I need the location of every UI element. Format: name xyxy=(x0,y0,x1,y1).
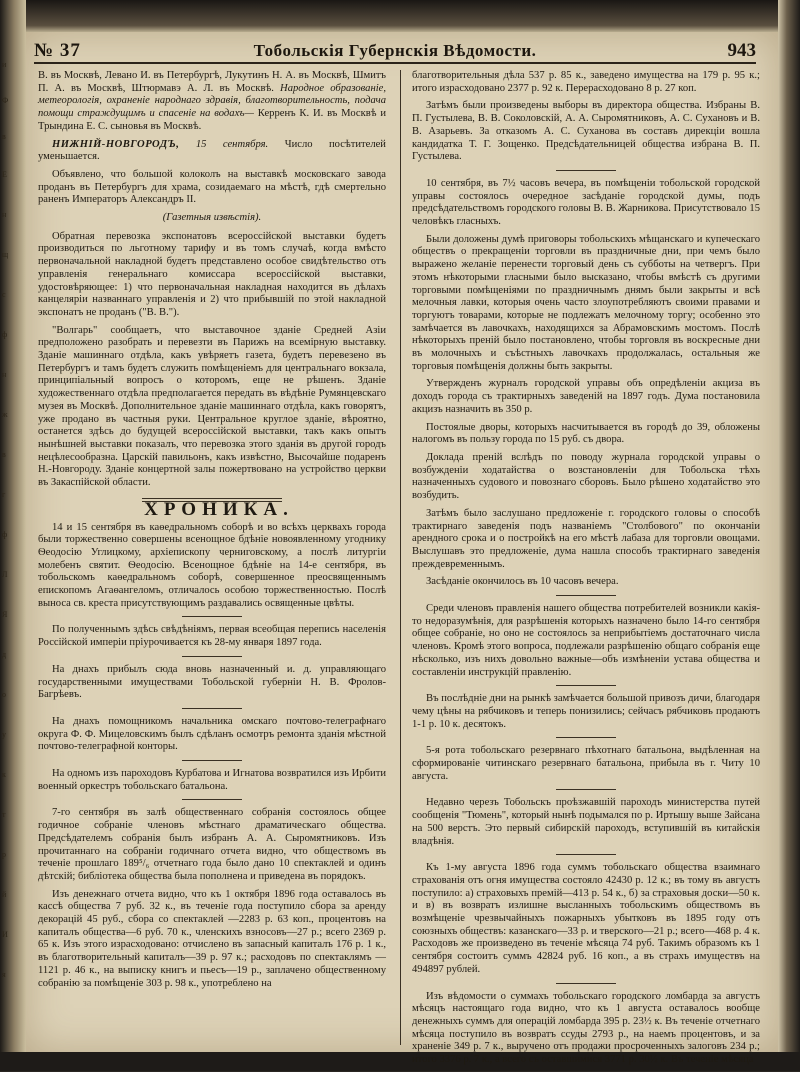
news-dateline xyxy=(38,139,386,164)
paragraph: На одномъ изъ пароходовъ Курбатова и Игнатова возвратился изъ Ирбити военный оркестръ тобольскаго батальона. xyxy=(38,768,386,792)
paragraph: благотворительныя дѣла 537 р. 85 к., заведено имущества на 179 р. 95 к.; итого израсходовано 2377 р. 92 к. Перерасходовано 8 р. 27 коп. xyxy=(412,70,760,94)
column-rule xyxy=(400,70,401,1045)
newspaper-title: Тобольскія Губернскія Вѣдомости. xyxy=(253,41,537,60)
margin-fragment: д xyxy=(2,650,7,659)
paragraph: "Волгарь" сообщаетъ, что выставочное зданіе Средней Азіи предположено разобрать и перевезти въ Парижъ на всемірную выставку. Зданіе машиннаго отдѣла, какъ увѣряетъ газета, будетъ перевезено въ Петербургъ и тамъ будетъ служить помѣщеніемъ для центральнаго вокзала, принципіальный вопросъ о которомъ, еще не рѣшенъ. Зданіе художественнаго отдѣла предполагается передать въ вѣдѣніе Румянцевскаго музея въ Москвѣ. Дополнительное зданіе машиннаго отдѣла, какъ говорятъ, уже продано въ частныя руки. Центральное круглое зданіе, вѣроятно, останется здѣсь до будущей всероссійской выставки, такъ какъ опытъ нынѣшней выставки показалъ, что перевозка этого зданія въ другой городъ нецѣлесообразна. Царскій павильонъ, какъ извѣстно, Высочайше подаренъ Н.-Новгороду. Зданіе концертной залы пожертвовано на устройство церкви въ Закаспійской области. xyxy=(38,324,386,489)
margin-fragment: в xyxy=(2,132,6,141)
paragraph: 14 и 15 сентября въ каѳедральномъ соборѣ и во всѣхъ церквахъ города были торжественно совершены всенощное бдѣніе новоявленному угоднику Ѳеодосію Углицкому, архіепископу черниговскому, а послѣ литургіи молебенъ святит. Ѳеодосію. Всенощное бдѣніе на 14-е сентября, въ тобольскомъ каѳедральномъ соборѣ, совершенное преосвященнымъ епископомъ Агаѳангеломъ, отличалось особою торжественностью. Послѣ выноса св. креста присутствующимъ раздавались освященные цвѣты. xyxy=(38,521,386,609)
margin-fragment: и xyxy=(2,60,7,69)
paragraph: На днахъ прибылъ сюда вновь назначенный и. д. управляющаго государственными имуществами Тобольской губерніи Н. В. Фролов-Багрѣевъ. xyxy=(38,663,386,701)
margin-fragment: р xyxy=(2,850,6,859)
dateline-text: Число посѣтителей уменьшается. xyxy=(38,138,386,163)
scan-right-edge xyxy=(778,0,800,1071)
paragraph: 7-го сентября въ залѣ общественнаго собранія состоялось общее годичное собраніе членовъ мѣстнаго драматическаго общества. Предсѣдателемъ собранія былъ избранъ А. А. Сыромятниковъ. Изъ прочитаннаго на собраніи годичнаго отчета видно, что обществомъ въ теченіе прошлаго 189⁵/₆ отчетнаго года было дано 10 спектаклей и одинъ дѣтскій; библіотека общества была пополнена и приведена въ порядокъ. xyxy=(38,807,386,882)
paragraph: Затѣмъ были произведены выборы въ директора общества. Избраны В. П. Густылева, В. В. Соколовскій, А. А. Сыромятниковъ, А. С. Сухановъ и В. В. Азарьевъ. За отказомъ А. С. Суханова въ составъ дирекціи вошла кандидатка Т. Г. Зощенко. Предсѣдательницей общества избрана В. П. Густылева. xyxy=(412,100,760,163)
paragraph: 5-я рота тобольскаго резервнаго пѣхотнаго батальона, выдѣленная на сформированіе читинскаго резервнаго батальона, прибыла въ г. Читу 10 августа. xyxy=(412,745,760,782)
margin-fragment: н xyxy=(2,370,7,379)
paragraph: Обратная перевозка экспонатовъ всероссійской выставки будетъ производиться по льготному тарифу и въ томъ случаѣ, когда вмѣсто первоначальной накладной будетъ представлено особое свидѣтельство отъ управленія генеральнаго комиссара всероссійской выставки, удостовѣряющее: 1) что первоначальная накладная находится въ дѣлахъ канцеляріи названнаго управленія и 2) что прибывшій по этой накладной экспонатъ не проданъ ("В. В."). xyxy=(38,230,386,318)
left-column xyxy=(38,70,386,995)
paragraph: 10 сентября, въ 7½ часовъ вечера, въ помѣщеніи тобольской городской управы состоялось очередное засѣданіе городской думы, подъ предсѣдательствомъ городского головы В. В. Жарникова. Присутствовало 15 человѣкъ гласныхъ. xyxy=(412,177,760,228)
dateline-date: 15 сентября. xyxy=(195,138,269,150)
paragraph: Къ 1-му августа 1896 года суммъ тобольскаго общества взаимнаго страхованія отъ огня имущества состояло 42430 р. 12 к.; въ тому въ августъ поступило: а) страховыхъ премій—413 р. 54 к., б) за страховыя доски—50 к. и в) въ возвратъ излишне высланныхъ тобольскимъ обществомъ въ возмѣщеніе чрезвычайныхъ пожарныхъ убытковъ въ 1895 году отъ союзныхъ обществъ: казанскаго—33 р. и тверского—21 р.; всего—468 р. 4 к. Расходовъ же произведено въ теченіе мѣсяца 74 руб. Такимъ образомъ къ 1 сентября состоитъ суммъ 42824 руб. 16 коп., а въ страхъ имуществъ на 494897 рублей. xyxy=(412,862,760,975)
paragraph: Были доложены думѣ приговоры тобольскихъ мѣщанскаго и купеческаго обществъ о прекращеніи торговли въ праздничные дни, при чемъ было выражено желаніе перенести торговый день съ субботы на четвергъ. При этомъ нѣкоторыми гласными было высказано, чтобы вмѣстѣ съ другими торговыми помѣщеніями по праздничнымъ днямъ были закрыты и всѣ мелочныя лавки, которыя очень часто злоупотребляютъ своими правами и торгуютъ товарами, которые не подлежатъ мелочному торгу; особенно это замѣчается въ лавочкахъ, находящихся за Абрамовскимъ мостомъ. Послѣ нѣкоторыхъ преній было постановлено, чтобы торговля въ воскресные дни въ молочныхъ и съѣстныхъ лавочкахъ продолжалась, остальныя же торговыя помѣщенія должны быть закрыты. xyxy=(412,233,760,372)
page-header xyxy=(34,40,756,64)
divider xyxy=(556,685,616,686)
margin-fragment: н xyxy=(2,210,7,219)
margin-fragment: о xyxy=(2,690,6,699)
margin-fragment: Л xyxy=(2,570,8,579)
paragraph: Въ послѣдніе дни на рынкѣ замѣчается большой привозъ дичи, благодаря чему цѣны на рябчиковъ и теперь понизились; сейчасъ рябчиковъ продаютъ 1-1 р. 10 к. десятокъ. xyxy=(412,693,760,730)
margin-fragment: я xyxy=(2,970,6,979)
divider xyxy=(556,595,616,596)
source-attribution: (Газетныя извѣстія). xyxy=(162,212,262,224)
issue-number: № 37 xyxy=(34,40,81,61)
paragraph: Доклада преній вслѣдъ по поводу журнала городской управы о возбужденіи ходатайства о возстановленіи для Тобольска тѣхъ назначенныхъ судового и повознаго сборовъ. Было рѣшено ходатайство это возбудить. xyxy=(412,451,760,502)
margin-fragment: Е xyxy=(2,170,7,179)
divider xyxy=(182,616,242,617)
divider xyxy=(556,854,616,855)
margin-fragment: Я xyxy=(2,610,8,619)
divider xyxy=(556,170,616,171)
paragraph: Изъ вѣдомости о суммахъ тобольскаго городского ломбарда за августъ мѣсяцъ настоящаго года видно, что къ 1 августа оставалось вообще денежныхъ суммъ для операцій ломбарда 395 р. 23½ к. Въ теченіе отчетнаго мѣсяца поступило въ возвратъ ссуды 2793 р., на наемъ процентовъ, и за храненіе 349 р. 7 к., выручено отъ продажи просроченныхъ залоговъ 234 р.; итого 3376 р. 7 к., а всего съ оставшимися 3771 р. 30½ к. Въ теченіе мѣсяца xyxy=(412,990,760,1066)
paragraph: Недавно черезъ Тобольскъ проѣзжавшій пароходъ министерства путей сообщенія "Тюмень", который нынѣ подымался по р. Иртышу выше Зайсана на 500 верстъ. Это первый сибирскій пароходъ, вступившій въ китайскія владѣнія. xyxy=(412,797,760,847)
paragraph: Затѣмъ было заслушано предложеніе г. городского головы о способѣ трактирнаго заведенія подъ названіемъ "Столбового" по окончаніи арендного срока и о постройкѣ на его мѣстѣ лабаза для торговли овощами. Выслушавъ это предложеніе, дума нашла способъ трактирнаго заведенія преждевременнымъ. xyxy=(412,507,760,570)
paragraph: Среди членовъ правленія нашего общества потребителей возникли какія-то недоразумѣнія, для разрѣшенія которыхъ назначено было 14-го сентября общее собраніе, но оно не состоялось за неприбытіемъ достаточнаго числа членовъ. Кромѣ этого вопроса, подлежали разрѣшенію общаго собранія еще нѣсколько, изъ нихъ довольно важные—объ измѣненіи устава общества и составленіи инструкцій правленію. xyxy=(412,603,760,678)
divider xyxy=(182,708,242,709)
margin-fragment: в xyxy=(2,450,6,459)
paragraph: Изъ денежнаго отчета видно, что къ 1 октября 1896 года оставалось въ кассѣ общества 7 руб. 32 к., въ теченіе года поступило сбора за аренду декорацій 45 руб., сбора со спектаклей —2283 р. 63 коп., процентовъ на капиталъ общества—6 руб. 70 к., членскихъ взносовъ—27 р.; всего 2369 р. 65 к. Изъ этого израсходовано: отчислено въ запасный капиталъ 176 р. 1 к., въ благотворительный капиталъ—39 р. 97 к.; расходовъ по спектаклямъ —1121 р. 46 к., на выписку книгъ и пьесъ—19 р., заплачено общественному собранію за помѣщеніе 303 р. 98 к., употреблено на xyxy=(38,888,386,989)
margin-fragment: к xyxy=(2,770,6,779)
margin-fragment: И xyxy=(2,930,8,939)
divider xyxy=(182,799,242,800)
margin-fragment: ф xyxy=(2,530,8,539)
divider xyxy=(182,656,242,657)
divider xyxy=(556,737,616,738)
adjacent-page-sliver xyxy=(0,0,26,1071)
scan-top-edge xyxy=(0,0,800,32)
margin-fragment: с xyxy=(2,290,6,299)
margin-fragment: щ xyxy=(2,250,9,259)
paragraph: Засѣданіе окончилось въ 10 часовъ вечера. xyxy=(426,576,619,588)
margin-fragment: у xyxy=(2,730,6,739)
divider xyxy=(182,760,242,761)
margin-fragment: ж xyxy=(2,410,8,419)
divider xyxy=(556,983,616,984)
right-column xyxy=(412,70,760,1072)
paragraph: На днахъ помощникомъ начальника омскаго почтово-телеграфнаго округа Ф. Ф. Мицеловскимъ былъ сдѣланъ осмотръ ремонта зданія мѣстной почтово-телеграфной конторы. xyxy=(38,715,386,753)
paragraph: Объявлено, что большой колоколъ на выставкѣ московскаго завода проданъ въ Петербургъ для храма, созидаемаго на мѣстѣ, гдѣ смертельно раненъ Императоръ Александръ II. xyxy=(38,168,386,206)
exhibitor-list-tail: Керренъ К. И. въ Москвѣ и Трындина Е. С. сыновья въ Москвѣ. xyxy=(38,108,386,132)
dateline-city: НИЖНІЙ-НОВГОРОДЪ, xyxy=(52,138,180,150)
margin-fragment: ф xyxy=(2,330,8,339)
divider xyxy=(556,789,616,790)
section-title: ХРОНИКА. xyxy=(144,498,294,520)
margin-fragment: й xyxy=(2,890,7,899)
exhibitor-list: В. въ Москвѣ, Левано И. въ Петербургѣ, Лукутинъ Н. А. въ Москвѣ, Шмитъ П. А. въ Москвѣ, Штюрмавэ А. Л. въ Москвѣ. xyxy=(38,70,386,94)
newspaper-page xyxy=(26,32,778,1066)
paragraph: По полученнымъ здѣсь свѣдѣніямъ, первая всеобщая перепись населенія Россійской имперіи пріурочивается къ 28-му января 1897 года. xyxy=(38,624,386,649)
paragraph xyxy=(38,70,386,134)
exhibit-category: Народное образованіе, метеорологія, охраненіе народнаго здравія, благотворительность, подача помощи страждущимъ и спасеніе на водахъ— xyxy=(38,82,386,120)
margin-fragment: т xyxy=(2,810,6,819)
margin-fragment: Ф xyxy=(2,96,9,105)
paragraph: Утвержденъ журналъ городской управы объ опредѣленіи акциза въ доходъ города съ трактирныхъ заведеній на 1897 годъ. Дума постановила акцизъ назначить въ 350 р. xyxy=(412,378,760,415)
margin-fragment: г xyxy=(2,490,6,499)
page-number: 943 xyxy=(727,40,756,61)
paragraph: Постоялые дворы, которыхъ насчитывается въ городѣ до 39, обложены налогомъ въ пользу города по 15 руб. съ двора. xyxy=(412,421,760,446)
